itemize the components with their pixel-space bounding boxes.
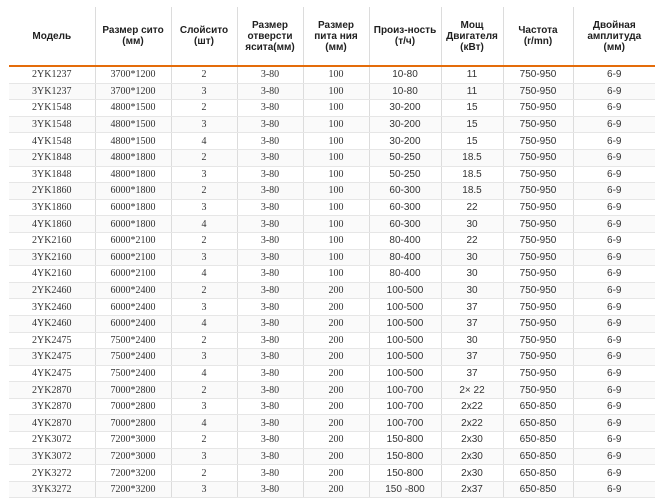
cell-layers: 3 [171,116,237,133]
cell-motor-power: 11 [441,83,503,100]
cell-mesh-size: 3-80 [237,398,303,415]
cell-frequency: 750-950 [503,100,573,117]
cell-amplitude: 6-9 [573,432,655,449]
cell-amplitude: 6-9 [573,133,655,150]
cell-capacity: 100-500 [369,349,441,366]
table-row [9,299,655,316]
cell-feed-size: 100 [303,149,369,166]
cell-capacity: 30-200 [369,116,441,133]
table-row [9,365,655,382]
cell-amplitude: 6-9 [573,116,655,133]
cell-mesh-size: 3-80 [237,66,303,83]
cell-capacity: 50-250 [369,149,441,166]
table-row [9,66,655,83]
spec-table [9,7,655,498]
cell-layers: 4 [171,216,237,233]
cell-motor-power: 15 [441,133,503,150]
cell-model: 4YK2870 [9,415,95,432]
cell-frequency: 750-950 [503,382,573,399]
cell-mesh-size: 3-80 [237,216,303,233]
cell-motor-power: 2x22 [441,398,503,415]
cell-screen-size: 3700*1200 [95,66,171,83]
table-row [9,315,655,332]
cell-feed-size: 200 [303,415,369,432]
cell-model: 2YK2870 [9,382,95,399]
cell-amplitude: 6-9 [573,83,655,100]
cell-model: 4YK2160 [9,266,95,283]
cell-frequency: 750-950 [503,83,573,100]
cell-feed-size: 100 [303,116,369,133]
cell-capacity: 100-500 [369,365,441,382]
cell-amplitude: 6-9 [573,232,655,249]
cell-amplitude: 6-9 [573,299,655,316]
table-row [9,465,655,482]
cell-capacity: 30-200 [369,100,441,117]
cell-layers: 4 [171,133,237,150]
cell-mesh-size: 3-80 [237,183,303,200]
cell-feed-size: 100 [303,83,369,100]
cell-motor-power: 30 [441,216,503,233]
cell-amplitude: 6-9 [573,332,655,349]
cell-model: 2YK1860 [9,183,95,200]
table-row [9,183,655,200]
table-body [9,66,655,498]
table-header-row [9,7,655,66]
table-row [9,448,655,465]
cell-frequency: 650-850 [503,448,573,465]
cell-screen-size: 6000*2400 [95,282,171,299]
cell-feed-size: 100 [303,100,369,117]
cell-layers: 2 [171,382,237,399]
cell-feed-size: 200 [303,332,369,349]
cell-amplitude: 6-9 [573,100,655,117]
table-row [9,100,655,117]
cell-model: 3YK1237 [9,83,95,100]
cell-layers: 3 [171,448,237,465]
cell-mesh-size: 3-80 [237,448,303,465]
cell-capacity: 100-500 [369,332,441,349]
cell-layers: 3 [171,83,237,100]
cell-model: 4YK1548 [9,133,95,150]
table-row [9,166,655,183]
table-row [9,349,655,366]
cell-model: 2YK1237 [9,66,95,83]
cell-mesh-size: 3-80 [237,432,303,449]
cell-model: 2YK2460 [9,282,95,299]
cell-capacity: 80-400 [369,232,441,249]
cell-amplitude: 6-9 [573,349,655,366]
cell-motor-power: 18.5 [441,166,503,183]
cell-amplitude: 6-9 [573,282,655,299]
cell-screen-size: 6000*2400 [95,299,171,316]
cell-motor-power: 37 [441,315,503,332]
cell-mesh-size: 3-80 [237,100,303,117]
cell-frequency: 750-950 [503,199,573,216]
cell-feed-size: 200 [303,382,369,399]
cell-feed-size: 200 [303,432,369,449]
cell-capacity: 150-800 [369,432,441,449]
cell-feed-size: 100 [303,266,369,283]
table-row [9,266,655,283]
cell-screen-size: 4800*1500 [95,116,171,133]
cell-layers: 4 [171,315,237,332]
cell-mesh-size: 3-80 [237,349,303,366]
cell-amplitude: 6-9 [573,149,655,166]
cell-mesh-size: 3-80 [237,199,303,216]
cell-model: 3YK1548 [9,116,95,133]
cell-motor-power: 11 [441,66,503,83]
column-header-frequency: Частота (r/mn) [503,7,573,66]
cell-screen-size: 6000*2400 [95,315,171,332]
column-header-layers: Слойсито (шт) [171,7,237,66]
cell-amplitude: 6-9 [573,183,655,200]
cell-mesh-size: 3-80 [237,282,303,299]
cell-model: 2YK3272 [9,465,95,482]
cell-capacity: 100-700 [369,398,441,415]
table-row [9,133,655,150]
cell-feed-size: 100 [303,232,369,249]
cell-amplitude: 6-9 [573,315,655,332]
cell-capacity: 100-500 [369,299,441,316]
cell-motor-power: 30 [441,282,503,299]
cell-amplitude: 6-9 [573,365,655,382]
cell-layers: 4 [171,365,237,382]
cell-motor-power: 2x30 [441,432,503,449]
cell-model: 3YK2475 [9,349,95,366]
cell-screen-size: 7200*3200 [95,481,171,498]
column-header-screen-size: Размер сито (мм) [95,7,171,66]
cell-screen-size: 6000*2100 [95,232,171,249]
cell-motor-power: 2x37 [441,481,503,498]
cell-capacity: 150 -800 [369,481,441,498]
cell-amplitude: 6-9 [573,465,655,482]
cell-capacity: 100-700 [369,382,441,399]
table-row [9,216,655,233]
table-row [9,232,655,249]
cell-screen-size: 7500*2400 [95,365,171,382]
cell-frequency: 650-850 [503,415,573,432]
cell-model: 2YK1548 [9,100,95,117]
cell-motor-power: 15 [441,100,503,117]
spec-table-container [9,7,655,498]
cell-screen-size: 4800*1800 [95,166,171,183]
cell-mesh-size: 3-80 [237,232,303,249]
cell-model: 4YK1860 [9,216,95,233]
cell-feed-size: 200 [303,398,369,415]
cell-model: 2YK3072 [9,432,95,449]
cell-frequency: 750-950 [503,266,573,283]
cell-mesh-size: 3-80 [237,315,303,332]
cell-layers: 2 [171,332,237,349]
cell-motor-power: 30 [441,266,503,283]
cell-layers: 2 [171,232,237,249]
cell-amplitude: 6-9 [573,481,655,498]
column-header-model: Модель [9,7,95,66]
cell-layers: 3 [171,299,237,316]
cell-motor-power: 2× 22 [441,382,503,399]
table-row [9,282,655,299]
cell-amplitude: 6-9 [573,398,655,415]
cell-capacity: 80-400 [369,266,441,283]
column-header-capacity: Произ-ность (т/ч) [369,7,441,66]
cell-feed-size: 100 [303,66,369,83]
table-row [9,116,655,133]
cell-mesh-size: 3-80 [237,481,303,498]
cell-frequency: 750-950 [503,282,573,299]
cell-feed-size: 200 [303,299,369,316]
cell-mesh-size: 3-80 [237,415,303,432]
cell-mesh-size: 3-80 [237,166,303,183]
cell-mesh-size: 3-80 [237,249,303,266]
cell-frequency: 750-950 [503,315,573,332]
cell-layers: 3 [171,166,237,183]
cell-layers: 3 [171,349,237,366]
cell-layers: 3 [171,249,237,266]
cell-model: 3YK3072 [9,448,95,465]
cell-motor-power: 18.5 [441,149,503,166]
cell-feed-size: 200 [303,282,369,299]
cell-capacity: 60-300 [369,183,441,200]
cell-feed-size: 100 [303,183,369,200]
cell-frequency: 750-950 [503,216,573,233]
column-header-motor-power: Мощ Двигателя (кВт) [441,7,503,66]
cell-mesh-size: 3-80 [237,332,303,349]
cell-motor-power: 15 [441,116,503,133]
cell-frequency: 750-950 [503,66,573,83]
cell-frequency: 750-950 [503,166,573,183]
cell-capacity: 100-700 [369,415,441,432]
cell-motor-power: 30 [441,249,503,266]
cell-feed-size: 200 [303,465,369,482]
cell-capacity: 50-250 [369,166,441,183]
column-header-mesh-size: Размер отверсти ясита(мм) [237,7,303,66]
cell-screen-size: 7200*3000 [95,448,171,465]
cell-amplitude: 6-9 [573,415,655,432]
cell-frequency: 750-950 [503,183,573,200]
cell-motor-power: 2x30 [441,448,503,465]
cell-model: 3YK2160 [9,249,95,266]
cell-screen-size: 6000*1800 [95,216,171,233]
cell-frequency: 750-950 [503,232,573,249]
table-row [9,415,655,432]
cell-screen-size: 7200*3000 [95,432,171,449]
cell-feed-size: 100 [303,133,369,150]
cell-layers: 2 [171,282,237,299]
cell-layers: 3 [171,199,237,216]
cell-model: 3YK3272 [9,481,95,498]
cell-amplitude: 6-9 [573,66,655,83]
cell-frequency: 650-850 [503,481,573,498]
cell-screen-size: 7000*2800 [95,398,171,415]
cell-screen-size: 7500*2400 [95,349,171,366]
cell-mesh-size: 3-80 [237,149,303,166]
cell-capacity: 150-800 [369,465,441,482]
cell-frequency: 650-850 [503,432,573,449]
cell-capacity: 60-300 [369,216,441,233]
cell-capacity: 10-80 [369,66,441,83]
cell-feed-size: 200 [303,481,369,498]
cell-feed-size: 200 [303,448,369,465]
table-row [9,398,655,415]
cell-capacity: 60-300 [369,199,441,216]
cell-motor-power: 18.5 [441,183,503,200]
cell-model: 3YK2460 [9,299,95,316]
cell-feed-size: 100 [303,249,369,266]
table-row [9,149,655,166]
cell-layers: 2 [171,149,237,166]
cell-model: 3YK2870 [9,398,95,415]
cell-capacity: 150-800 [369,448,441,465]
cell-capacity: 100-500 [369,282,441,299]
cell-screen-size: 7200*3200 [95,465,171,482]
cell-screen-size: 3700*1200 [95,83,171,100]
cell-mesh-size: 3-80 [237,382,303,399]
cell-layers: 3 [171,398,237,415]
cell-screen-size: 4800*1800 [95,149,171,166]
cell-feed-size: 100 [303,166,369,183]
cell-mesh-size: 3-80 [237,116,303,133]
cell-mesh-size: 3-80 [237,133,303,150]
cell-layers: 4 [171,266,237,283]
cell-motor-power: 30 [441,332,503,349]
cell-layers: 3 [171,481,237,498]
cell-frequency: 750-950 [503,133,573,150]
cell-amplitude: 6-9 [573,216,655,233]
column-header-feed-size: Размер пита ния (мм) [303,7,369,66]
cell-feed-size: 200 [303,315,369,332]
cell-frequency: 750-950 [503,116,573,133]
cell-motor-power: 22 [441,232,503,249]
cell-capacity: 80-400 [369,249,441,266]
cell-amplitude: 6-9 [573,266,655,283]
cell-mesh-size: 3-80 [237,299,303,316]
cell-feed-size: 200 [303,349,369,366]
cell-motor-power: 2x30 [441,465,503,482]
cell-amplitude: 6-9 [573,166,655,183]
cell-model: 4YK2475 [9,365,95,382]
cell-capacity: 30-200 [369,133,441,150]
table-row [9,83,655,100]
cell-model: 2YK1848 [9,149,95,166]
cell-feed-size: 100 [303,216,369,233]
cell-screen-size: 7000*2800 [95,415,171,432]
table-row [9,249,655,266]
cell-model: 3YK1860 [9,199,95,216]
cell-motor-power: 37 [441,299,503,316]
cell-frequency: 750-950 [503,149,573,166]
cell-layers: 2 [171,100,237,117]
cell-capacity: 100-500 [369,315,441,332]
cell-motor-power: 22 [441,199,503,216]
table-row [9,481,655,498]
cell-amplitude: 6-9 [573,382,655,399]
cell-mesh-size: 3-80 [237,465,303,482]
cell-model: 3YK1848 [9,166,95,183]
cell-mesh-size: 3-80 [237,365,303,382]
table-row [9,199,655,216]
cell-screen-size: 6000*1800 [95,199,171,216]
cell-model: 2YK2160 [9,232,95,249]
cell-layers: 2 [171,432,237,449]
cell-screen-size: 7000*2800 [95,382,171,399]
cell-frequency: 750-950 [503,365,573,382]
cell-screen-size: 4800*1500 [95,100,171,117]
cell-frequency: 750-950 [503,349,573,366]
cell-motor-power: 37 [441,349,503,366]
cell-mesh-size: 3-80 [237,266,303,283]
cell-amplitude: 6-9 [573,199,655,216]
cell-model: 4YK2460 [9,315,95,332]
cell-amplitude: 6-9 [573,448,655,465]
cell-layers: 2 [171,465,237,482]
cell-motor-power: 2x22 [441,415,503,432]
cell-screen-size: 6000*1800 [95,183,171,200]
cell-feed-size: 100 [303,199,369,216]
column-header-amplitude: Двойная амплитуда (мм) [573,7,655,66]
cell-frequency: 650-850 [503,398,573,415]
cell-screen-size: 6000*2100 [95,266,171,283]
cell-layers: 4 [171,415,237,432]
cell-motor-power: 37 [441,365,503,382]
cell-feed-size: 200 [303,365,369,382]
cell-frequency: 750-950 [503,332,573,349]
cell-frequency: 750-950 [503,249,573,266]
cell-frequency: 750-950 [503,299,573,316]
table-row [9,432,655,449]
cell-screen-size: 7500*2400 [95,332,171,349]
table-row [9,382,655,399]
cell-amplitude: 6-9 [573,249,655,266]
table-row [9,332,655,349]
cell-screen-size: 6000*2100 [95,249,171,266]
cell-mesh-size: 3-80 [237,83,303,100]
cell-screen-size: 4800*1500 [95,133,171,150]
cell-model: 2YK2475 [9,332,95,349]
cell-frequency: 650-850 [503,465,573,482]
cell-layers: 2 [171,66,237,83]
cell-layers: 2 [171,183,237,200]
cell-capacity: 10-80 [369,83,441,100]
